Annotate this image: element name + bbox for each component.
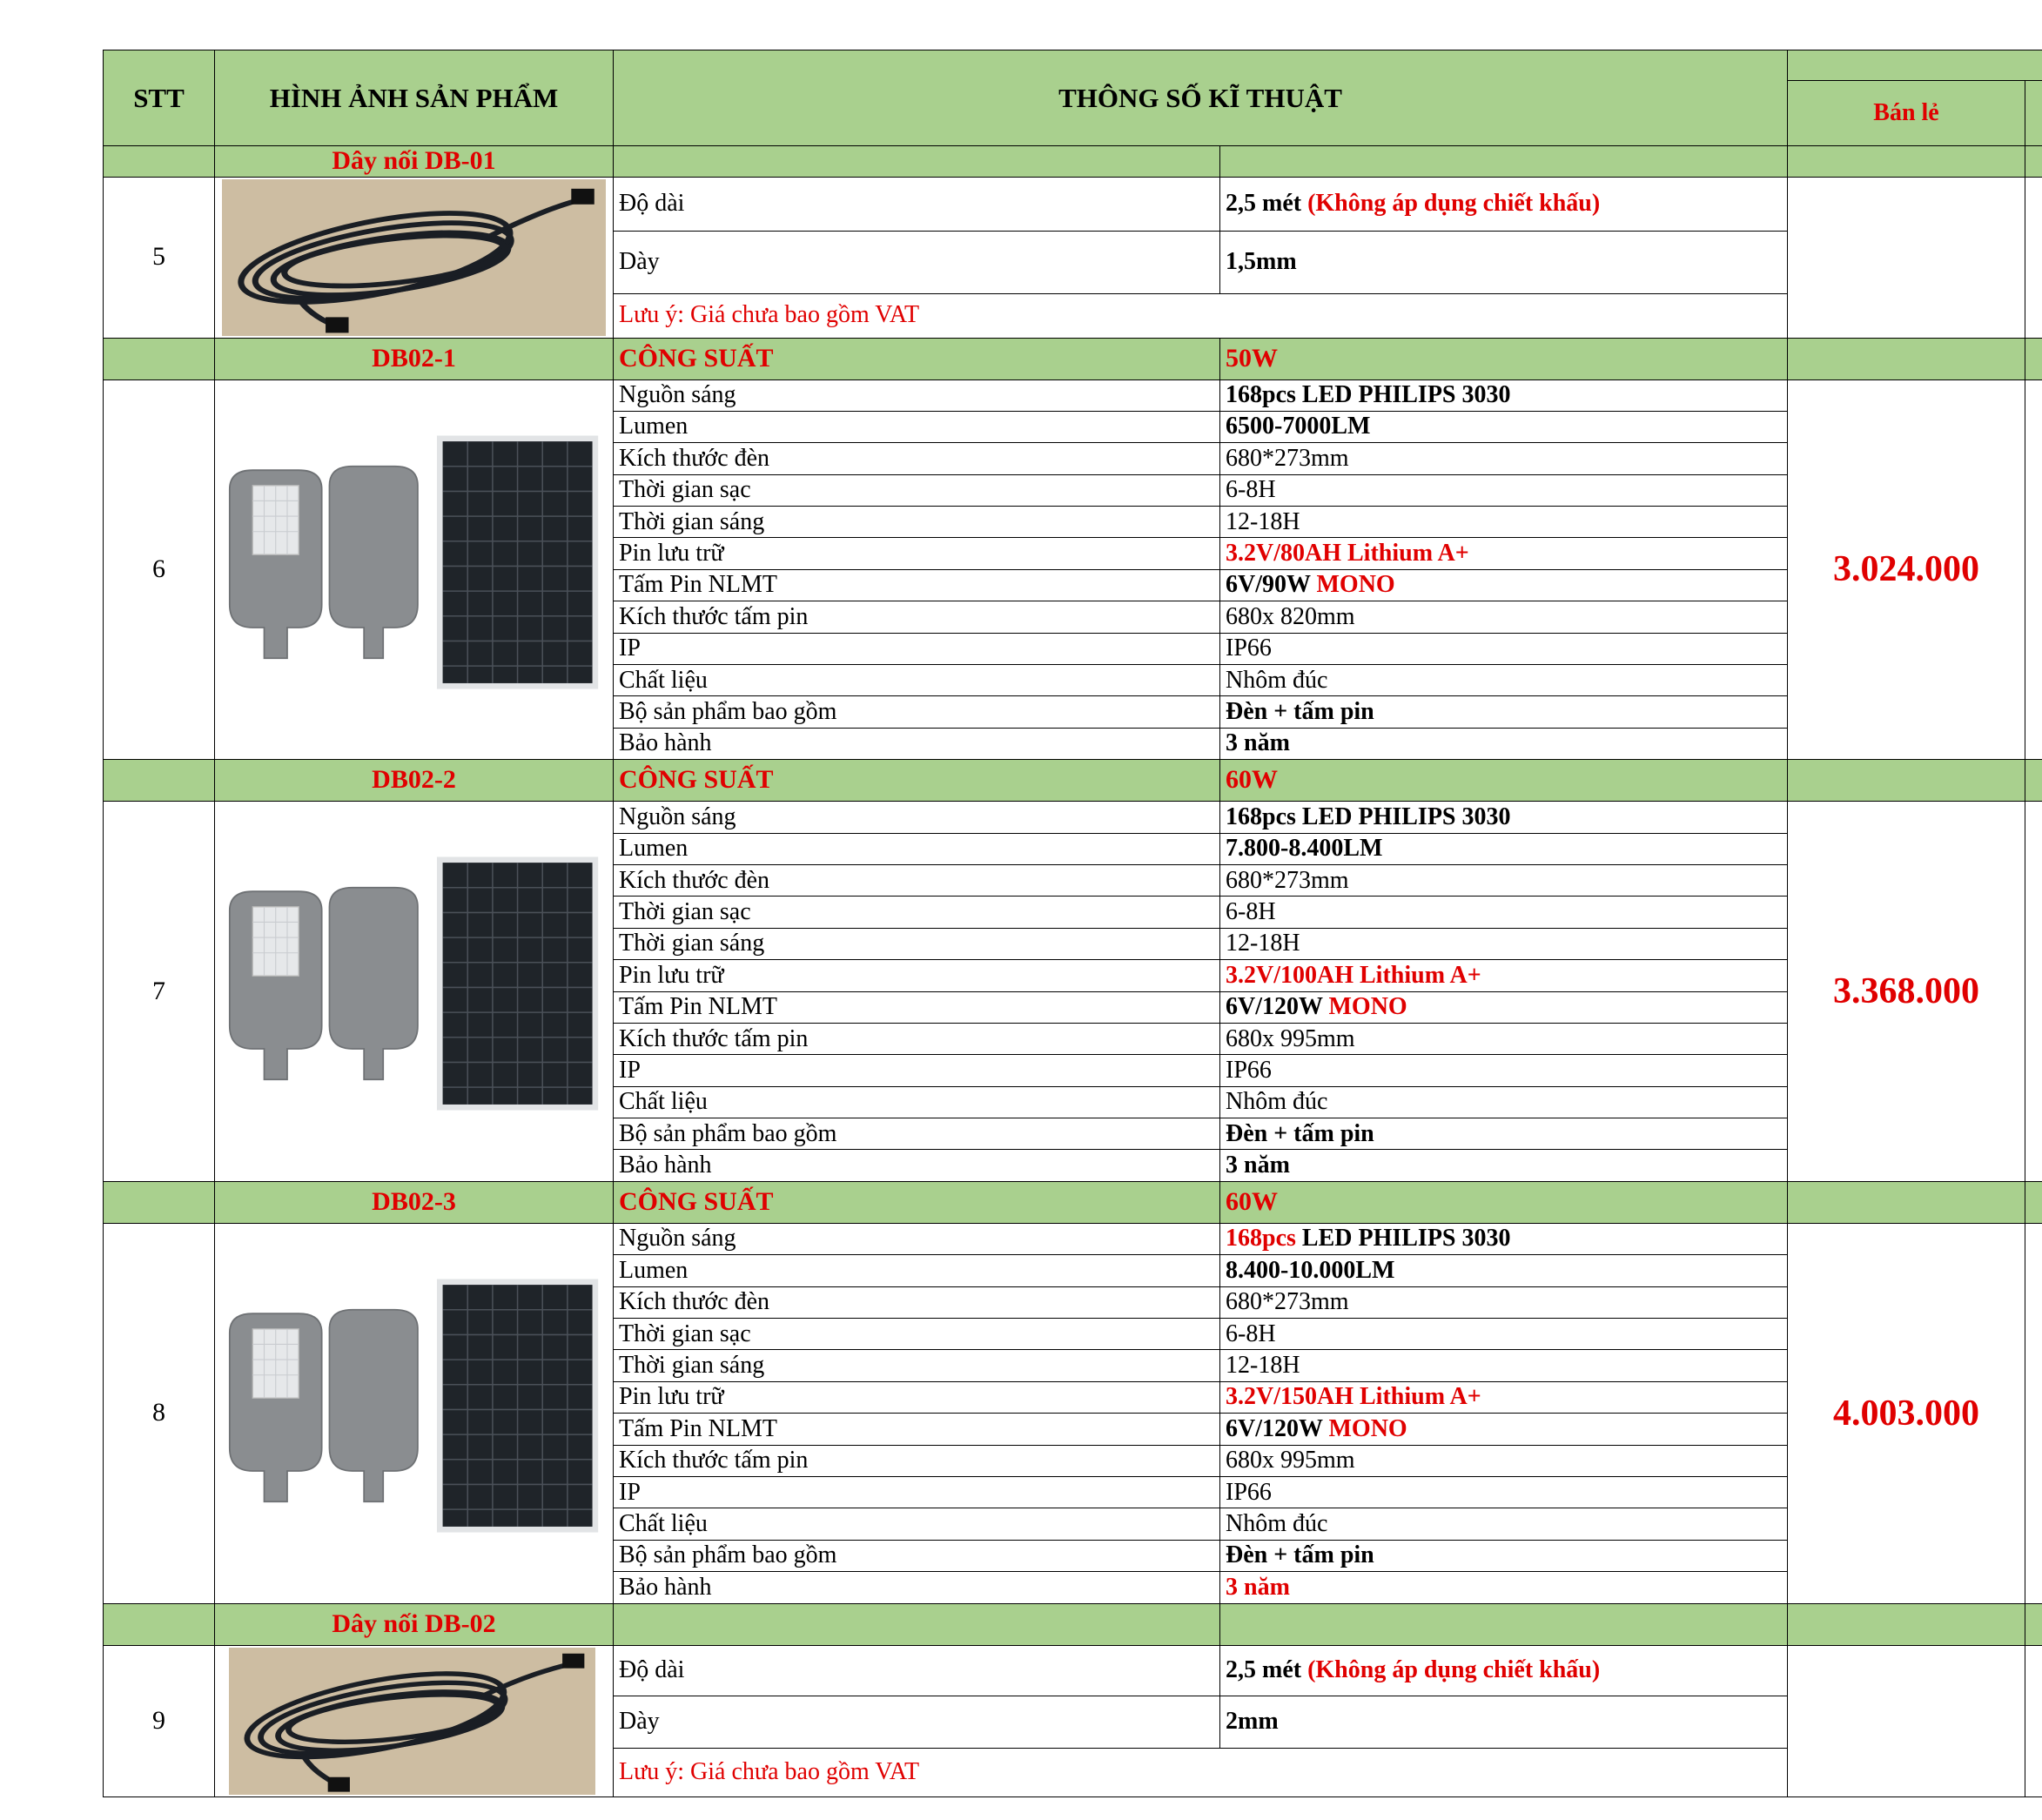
cable-photo-icon xyxy=(229,1648,595,1795)
spec-value-text: 680*273mm xyxy=(1226,1288,1349,1316)
spec-value xyxy=(1220,1477,1788,1508)
retail-price: 3.368.000 xyxy=(1788,802,2025,1182)
spec-value xyxy=(1220,728,1788,759)
header-stt: STT xyxy=(104,50,215,146)
product-image xyxy=(215,1223,614,1603)
street-light-solar-panel-icon xyxy=(222,415,606,725)
spec-value-text: Nhôm đúc xyxy=(1226,1088,1328,1116)
spec-value xyxy=(1220,1508,1788,1540)
spec-value-text: 680x 995mm xyxy=(1226,1024,1355,1052)
spec-value xyxy=(1220,1150,1788,1181)
power-label: CÔNG SUẤT xyxy=(614,760,1220,802)
cable-photo-icon xyxy=(222,179,606,336)
spec-value xyxy=(1220,897,1788,928)
spec-value xyxy=(1220,1286,1788,1318)
spec-label: IP xyxy=(614,1055,1220,1086)
spec-label: Pin lưu trữ xyxy=(614,960,1220,991)
spec-label: Thời gian sạc xyxy=(614,1319,1220,1350)
cable1-name: Dây nối DB-01 xyxy=(215,146,614,178)
retail-price: 3.024.000 xyxy=(1788,379,2025,760)
spec-value xyxy=(1220,601,1788,633)
spec-value xyxy=(1220,928,1788,959)
street-light-solar-panel-icon xyxy=(222,836,606,1146)
spec-label: Chất liệu xyxy=(614,1086,1220,1118)
power-value: 60W xyxy=(1220,1181,1788,1223)
spec-label: Pin lưu trữ xyxy=(614,538,1220,569)
spec-value xyxy=(1220,1319,1788,1350)
spec-value xyxy=(1220,474,1788,506)
cable2-name: Dây nối DB-02 xyxy=(215,1603,614,1645)
product-title-row xyxy=(104,338,2042,379)
spec-value-text: IP66 xyxy=(1226,1478,1272,1506)
spec-label: IP xyxy=(614,1477,1220,1508)
spec-value-text: 12-18H xyxy=(1226,507,1300,535)
spec-value xyxy=(1220,802,1788,833)
spec-value xyxy=(1220,665,1788,696)
table-row xyxy=(104,1223,2042,1254)
cable1-stt: 5 xyxy=(104,177,215,338)
spec-value xyxy=(1220,1540,1788,1571)
product-name: DB02-1 xyxy=(215,338,614,379)
spec-value xyxy=(1220,1023,1788,1054)
spec-label: Kích thước tấm pin xyxy=(614,1023,1220,1054)
spec-value xyxy=(1220,633,1788,664)
spec-value xyxy=(1220,411,1788,442)
spec-label: Thời gian sạc xyxy=(614,897,1220,928)
spec-label: Bộ sản phẩm bao gồm xyxy=(614,1118,1220,1150)
product-name: DB02-3 xyxy=(215,1181,614,1223)
spec-value-text: 3.2V/100AH Lithium A+ xyxy=(1226,961,1481,989)
cable1-discount-note: (Không áp dụng chiết khấu) xyxy=(1307,189,1601,217)
spec-value-text: 6V/120W xyxy=(1226,1414,1323,1442)
spec-label: Lumen xyxy=(614,833,1220,864)
spec-value xyxy=(1220,1572,1788,1603)
street-light-solar-panel-icon xyxy=(222,1259,606,1568)
spec-value-text: 6500-7000LM xyxy=(1226,413,1371,440)
cable1-title-row xyxy=(104,146,2042,178)
power-value: 50W xyxy=(1220,338,1788,379)
spec-label: IP xyxy=(614,633,1220,664)
cable2-value-length: 2,5 mét (Không áp dụng chiết khấu) xyxy=(1220,1645,1788,1696)
power-label: CÔNG SUẤT xyxy=(614,338,1220,379)
spec-label: Kích thước đèn xyxy=(614,864,1220,896)
spec-label: Nguồn sáng xyxy=(614,802,1220,833)
table-row xyxy=(104,379,2042,411)
spec-label: Bảo hành xyxy=(614,1150,1220,1181)
spec-label: Thời gian sáng xyxy=(614,928,1220,959)
table-row xyxy=(104,1645,2042,1696)
power-value: 60W xyxy=(1220,760,1788,802)
spec-value-text: 3 năm xyxy=(1226,1573,1290,1601)
spec-value-text: 680*273mm xyxy=(1226,866,1349,894)
price-table xyxy=(103,50,2042,1797)
spec-label: Kích thước đèn xyxy=(614,1286,1220,1318)
spec-value-text: Nhôm đúc xyxy=(1226,1509,1328,1537)
cable1-vat-note: Lưu ý: Giá chưa bao gồm VAT xyxy=(614,293,1788,338)
product-title-row xyxy=(104,1181,2042,1223)
spec-label: Tấm Pin NLMT xyxy=(614,1414,1220,1445)
cable2-image xyxy=(215,1645,614,1796)
spec-label: Thời gian sáng xyxy=(614,1350,1220,1381)
spec-value-text: 3 năm xyxy=(1226,729,1290,757)
product-name: DB02-2 xyxy=(215,760,614,802)
spec-label: Bảo hành xyxy=(614,728,1220,759)
spec-label: Pin lưu trữ xyxy=(614,1381,1220,1413)
spec-value xyxy=(1220,1223,1788,1254)
spec-label: Bảo hành xyxy=(614,1572,1220,1603)
spec-label: Lumen xyxy=(614,1255,1220,1286)
spec-value xyxy=(1220,1055,1788,1086)
spec-value xyxy=(1220,1086,1788,1118)
spec-value-text: 8.400-10.000LM xyxy=(1226,1256,1395,1284)
product-stt: 8 xyxy=(104,1223,215,1603)
cable2-label-length: Độ dài xyxy=(614,1645,1220,1696)
spec-value-suffix: MONO xyxy=(1328,1414,1407,1442)
spec-value xyxy=(1220,569,1788,601)
spec-label: Kích thước đèn xyxy=(614,443,1220,474)
header-retail-group xyxy=(1788,50,2042,81)
cable2-stt: 9 xyxy=(104,1645,215,1796)
spec-value xyxy=(1220,696,1788,728)
spec-value xyxy=(1220,1445,1788,1476)
spec-value-text: 6-8H xyxy=(1226,476,1276,504)
spec-label: Nguồn sáng xyxy=(614,379,1220,411)
spec-value xyxy=(1220,960,1788,991)
spec-value-text: 12-18H xyxy=(1226,930,1300,957)
product-stt: 7 xyxy=(104,802,215,1182)
spec-value xyxy=(1220,1414,1788,1445)
header-retail: Bán lẻ xyxy=(1788,81,2025,146)
spec-value-text: Đèn + tấm pin xyxy=(1226,1119,1374,1147)
spec-value-text: Đèn + tấm pin xyxy=(1226,698,1374,725)
cable1-label-thickness: Dày xyxy=(614,231,1220,293)
spec-label: Tấm Pin NLMT xyxy=(614,569,1220,601)
spec-value xyxy=(1220,1381,1788,1413)
spec-value xyxy=(1220,1350,1788,1381)
power-label: CÔNG SUẤT xyxy=(614,1181,1220,1223)
spec-label: Tấm Pin NLMT xyxy=(614,991,1220,1023)
spec-value xyxy=(1220,1255,1788,1286)
cable2-vat-note: Lưu ý: Giá chưa bao gồm VAT xyxy=(614,1748,1788,1796)
spec-value-text: 680x 995mm xyxy=(1226,1447,1355,1474)
spec-value-text: 168pcs LED PHILIPS 3030 xyxy=(1226,381,1511,409)
price-sheet xyxy=(103,50,2042,1797)
spec-value xyxy=(1220,833,1788,864)
header-edge xyxy=(2025,81,2042,146)
header-specs: THÔNG SỐ KĨ THUẬT xyxy=(614,50,1788,146)
spec-value-text: Đèn + tấm pin xyxy=(1226,1541,1374,1569)
spec-value-text: 3.2V/150AH Lithium A+ xyxy=(1226,1383,1481,1411)
spec-value-text: 6-8H xyxy=(1226,897,1276,925)
cable1-label-length: Độ dài xyxy=(614,177,1220,231)
spec-value-text: IP66 xyxy=(1226,1056,1272,1084)
cable1-value-length: 2,5 mét (Không áp dụng chiết khấu) xyxy=(1220,177,1788,231)
product-title-row xyxy=(104,760,2042,802)
spec-value-text: 6V/90W xyxy=(1226,571,1311,599)
spec-value xyxy=(1220,443,1788,474)
spec-value-text: 7.800-8.400LM xyxy=(1226,835,1383,863)
spec-value-text: 6V/120W xyxy=(1226,993,1323,1021)
header-row xyxy=(104,50,2042,81)
spec-value-text: 3.2V/80AH Lithium A+ xyxy=(1226,540,1469,567)
spec-value-text: Nhôm đúc xyxy=(1226,666,1328,694)
spec-label: Lumen xyxy=(614,411,1220,442)
cable1-image xyxy=(215,177,614,338)
table-row xyxy=(104,177,2042,231)
spec-label: Thời gian sạc xyxy=(614,474,1220,506)
spec-value-text: IP66 xyxy=(1226,635,1272,662)
spec-label: Bộ sản phẩm bao gồm xyxy=(614,1540,1220,1571)
spec-label: Nguồn sáng xyxy=(614,1223,1220,1254)
spec-value-text: 6-8H xyxy=(1226,1320,1276,1347)
spec-value-text: 3 năm xyxy=(1226,1152,1290,1179)
retail-price: 4.003.000 xyxy=(1788,1223,2025,1603)
spec-value xyxy=(1220,991,1788,1023)
spec-label: Thời gian sáng xyxy=(614,507,1220,538)
cable2-value-thickness: 2mm xyxy=(1220,1696,1788,1748)
spec-value xyxy=(1220,538,1788,569)
cable1-value-thickness: 1,5mm xyxy=(1220,231,1788,293)
spec-label: Chất liệu xyxy=(614,1508,1220,1540)
spec-label: Kích thước tấm pin xyxy=(614,601,1220,633)
cable2-discount-note: (Không áp dụng chiết khấu) xyxy=(1307,1655,1601,1683)
product-image xyxy=(215,802,614,1182)
spec-label: Kích thước tấm pin xyxy=(614,1445,1220,1476)
product-stt: 6 xyxy=(104,379,215,760)
table-row xyxy=(104,802,2042,833)
spec-value-text: 680*273mm xyxy=(1226,444,1349,472)
product-image xyxy=(215,379,614,760)
spec-value xyxy=(1220,864,1788,896)
spec-value-text: LED PHILIPS 3030 xyxy=(1301,1225,1511,1253)
spec-value-text: 680x 820mm xyxy=(1226,602,1355,630)
spec-value xyxy=(1220,507,1788,538)
spec-value xyxy=(1220,379,1788,411)
cable2-label-thickness: Dày xyxy=(614,1696,1220,1748)
spec-value-text: 168pcs LED PHILIPS 3030 xyxy=(1226,803,1511,830)
spec-value-suffix: MONO xyxy=(1316,571,1395,599)
spec-value-suffix: MONO xyxy=(1328,993,1407,1021)
spec-value xyxy=(1220,1118,1788,1150)
spec-value-prefix: 168pcs xyxy=(1226,1225,1296,1253)
cable2-title-row xyxy=(104,1603,2042,1645)
spec-label: Bộ sản phẩm bao gồm xyxy=(614,696,1220,728)
header-image: HÌNH ẢNH SẢN PHẨM xyxy=(215,50,614,146)
spec-value-text: 12-18H xyxy=(1226,1352,1300,1380)
spec-label: Chất liệu xyxy=(614,665,1220,696)
